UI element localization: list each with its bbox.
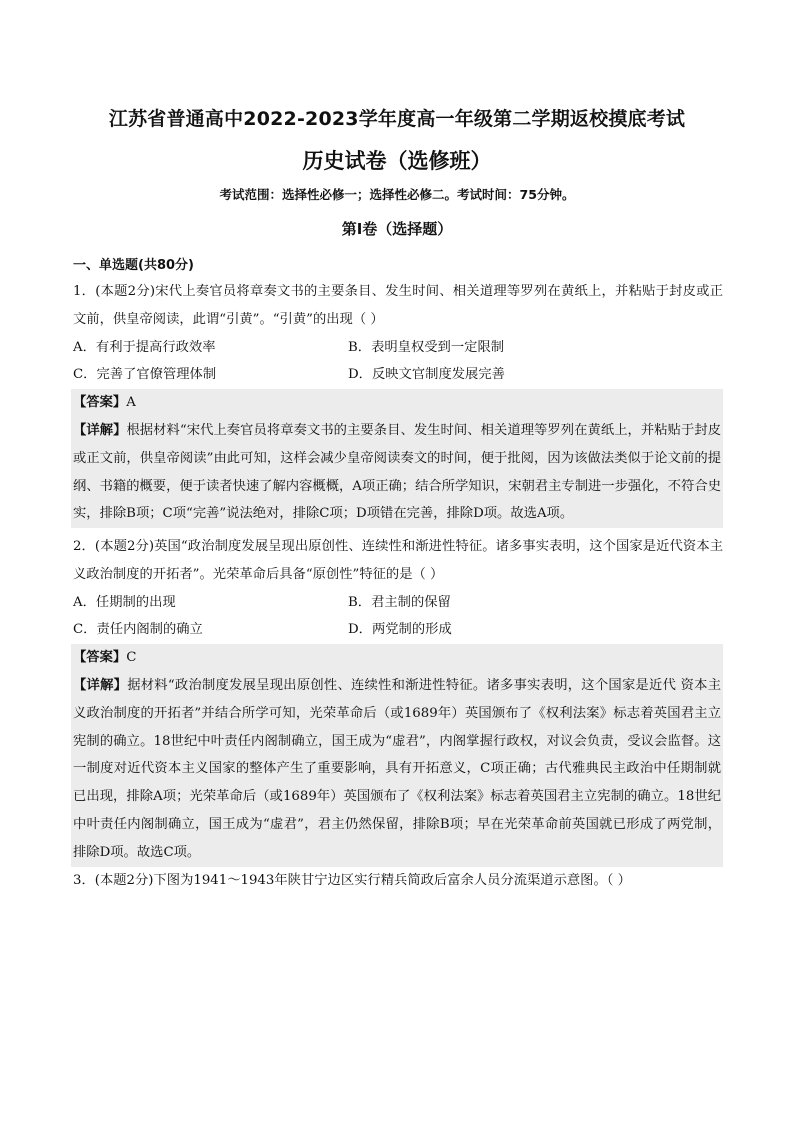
options-row <box>73 334 723 362</box>
exam-subtitle: 历史试卷（选修班） <box>302 149 492 173</box>
answer-value: C <box>126 650 137 666</box>
detail-paragraph <box>71 672 723 867</box>
question-1 <box>73 278 723 528</box>
option-b: B．君主制的保留 <box>348 594 451 610</box>
question-stem: 3．(本题2分)下图为1941～1943年陕甘宁边区实行精兵简政后富余人员分流渠道示意图。（ ） <box>73 873 631 888</box>
detail-text: 根据材料“宋代上奏官员将章奏文书的主要条目、发生时间、相关道理等罗列在黄纸上，并粘贴于封皮或正文前，供皇帝阅读”由此可知，这样会减少皇帝阅读奏文的时间，便于批阅，因为该做法类似于论文前的提纲、书籍的概要，便于读者快速了解内容概概，A项正确；结合所学知识，宋朝君主专制进一步强化，不符合史实，排除B项；C项“完善”说法绝对，排除C项；D项错在完善，排除D项。故选A项。 <box>73 422 722 522</box>
options-row <box>73 589 723 617</box>
exam-title: 江苏省普通高中2022-2023学年度高一年级第二学期返校摸底考试 <box>108 108 686 130</box>
option-d: D．反映文官制度发展完善 <box>348 367 505 383</box>
question-2 <box>73 533 723 867</box>
answer-tag: 【答案】 <box>73 650 127 666</box>
detail-text: 据材料“政治制度发展呈现出原创性、连续性和渐进性特征。诸多事实表明，这个国家是近代 资本主义政治制度的开拓者”并结合所学可知，光荣革命后（或1689年）英国颁布了《权利法案》标志着英国君主立宪制的确立。18世纪中叶责任内阁制确立，国王成为“虚君”，内阁掌握行政权，对议会负责，受议会监督。这一制度对近代资本主义国家的整体产生了重要影响，具有开拓意义，C项正确；古代雅典民主政治中任期制就已出现，排除A项；光荣革命后（或1689年）英国颁布了《权利法案》标志着英国君主立宪制的确立。18世纪中叶责任内阁制确立，国王成为“虚君”，君主仍然保留，排除B项；早在光荣革命前英国就已形成了两党制，排除D项。故选C项。 <box>73 677 722 860</box>
detail-tag: 【详解】 <box>73 422 127 438</box>
option-c: C．责任内阁制的确立 <box>73 622 203 638</box>
answer-tag: 【答案】 <box>73 395 127 411</box>
options-row <box>73 361 723 389</box>
option-b: B．表明皇权受到一定限制 <box>348 339 505 355</box>
answer-value: A <box>126 395 136 411</box>
question-stem: 1．(本题2分)宋代上奏官员将章奏文书的主要条目、发生时间、相关道理等罗列在黄纸上，并粘贴于封皮或正文前，供皇帝阅读，此谓“引黄”。“引黄”的出现（ ） <box>73 284 723 327</box>
option-d: D．两党制的形成 <box>348 622 452 638</box>
detail-paragraph <box>71 417 723 528</box>
option-c: C．完善了官僚管理体制 <box>73 367 217 383</box>
detail-tag: 【详解】 <box>73 677 128 693</box>
option-a: A．有利于提高行政效率 <box>73 339 216 355</box>
section-heading: 一、单选题(共80分) <box>73 258 194 273</box>
option-a: A．任期制的出现 <box>73 594 176 610</box>
part-heading: 第Ⅰ卷（选择题） <box>341 220 453 238</box>
answer-line <box>71 644 723 672</box>
answer-line <box>71 389 723 417</box>
question-3 <box>73 867 723 895</box>
exam-info: 考试范围：选择性必修一；选择性必修二。考试时间：75分钟。 <box>219 187 575 202</box>
question-stem: 2．(本题2分)英国“政治制度发展呈现出原创性、连续性和渐进性特征。诸多事实表明，这个国家是近代资本主义政治制度的开拓者”。光荣革命后具备“原创性”特征的是（ ） <box>73 539 723 582</box>
options-row <box>73 616 723 644</box>
